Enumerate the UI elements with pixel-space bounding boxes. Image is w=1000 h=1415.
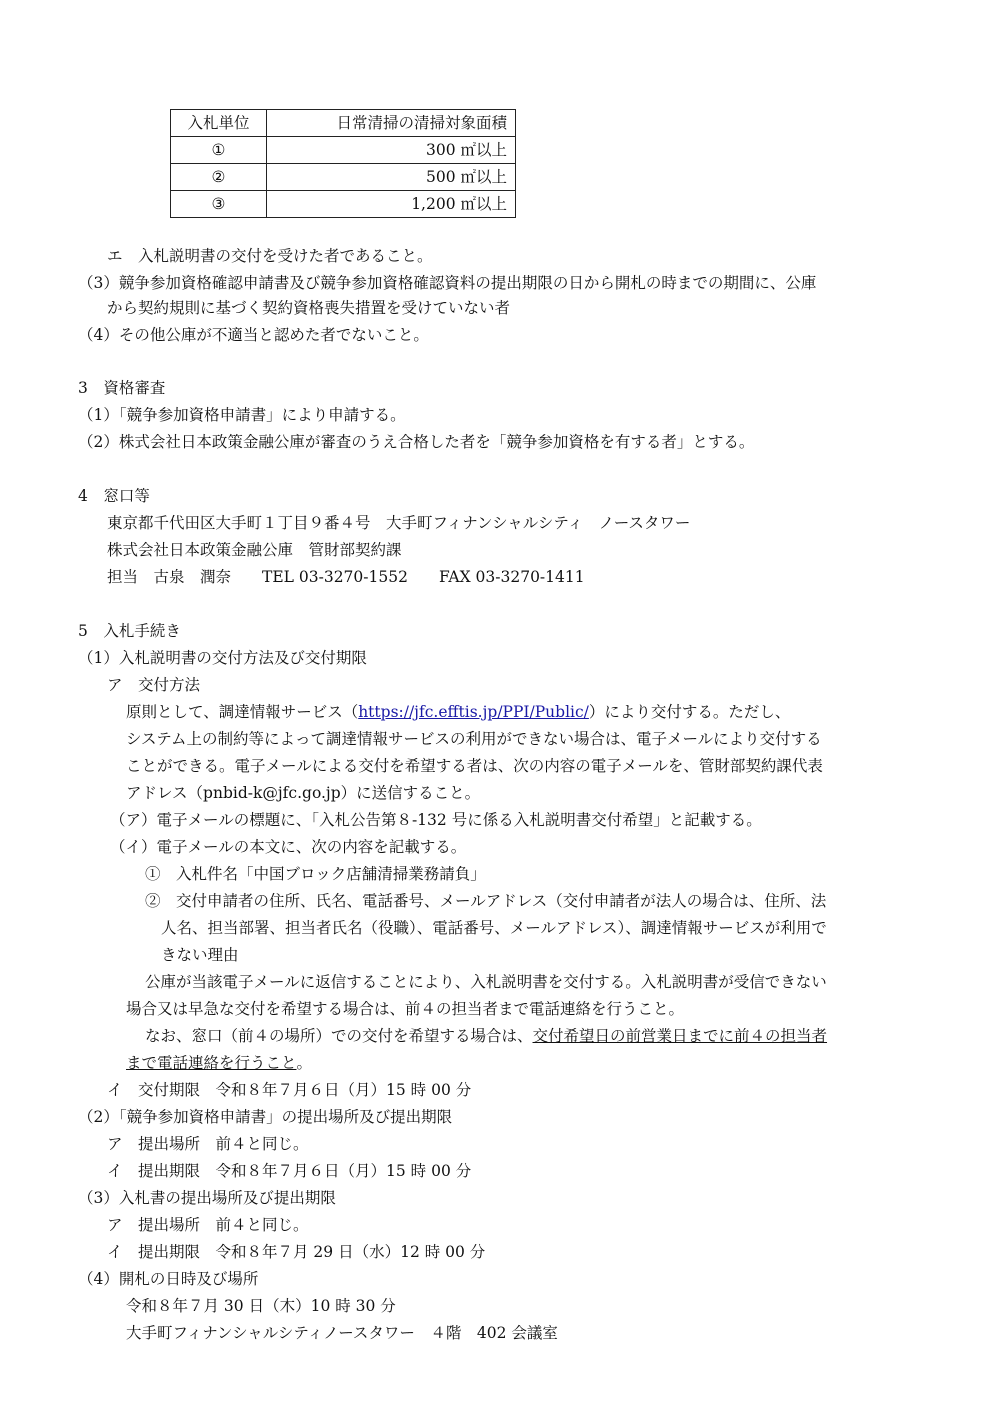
text-segment: 原則として、調達情報サービス（ xyxy=(126,703,359,721)
text-line: ① 入札件名「中国ブロック店舗清掃業務請負」 xyxy=(145,865,486,883)
text-line: 大手町フィナンシャルシティノースタワー ４階 402 会議室 xyxy=(126,1324,558,1342)
text-line: （3）競争参加資格確認申請書及び競争参加資格確認資料の提出期限の日から開札の時までの期間に、公庫 xyxy=(78,274,817,292)
text-line: イ 提出期限 令和８年７月６日（月）15 時 00 分 xyxy=(107,1162,472,1180)
text-segment: なお、窓口（前４の場所）での交付を希望する場合は、 xyxy=(145,1027,533,1045)
table-cell: ① xyxy=(171,137,267,164)
text-line: ア 提出場所 前４と同じ。 xyxy=(107,1216,309,1234)
text-line: （2）株式会社日本政策金融公庫が審査のうえ合格した者を「競争参加資格を有する者」とする。 xyxy=(78,433,755,451)
table-cell: ③ xyxy=(171,191,267,218)
table-header-row xyxy=(171,110,516,137)
text-line: （2）「競争参加資格申請書」の提出場所及び提出期限 xyxy=(78,1108,453,1126)
text-line: イ 交付期限 令和８年７月６日（月）15 時 00 分 xyxy=(107,1081,472,1099)
text-segment: 。 xyxy=(296,1054,313,1072)
text-line: 株式会社日本政策金融公庫 管財部契約課 xyxy=(107,541,402,559)
text-line: 人名、担当部署、担当者氏名（役職）、電話番号、メールアドレス）、調達情報サービスが利用で xyxy=(161,919,827,937)
text-line: （4）その他公庫が不適当と認めた者でないこと。 xyxy=(78,326,429,344)
table-cell: 1,200 ㎡以上 xyxy=(267,191,516,218)
section-heading: 5 入札手続き xyxy=(78,622,181,640)
text-line xyxy=(126,1053,312,1073)
table-cell: 500 ㎡以上 xyxy=(267,164,516,191)
text-line: 令和８年７月 30 日（木）10 時 30 分 xyxy=(126,1297,396,1315)
table-cell: ② xyxy=(171,164,267,191)
text-line: ア 交付方法 xyxy=(107,676,201,694)
text-line xyxy=(145,1026,827,1046)
section-heading: 3 資格審査 xyxy=(78,379,166,397)
table-header-cell: 入札単位 xyxy=(171,110,267,137)
text-line: アドレス（pnbid-k@jfc.go.jp）に送信すること。 xyxy=(126,784,481,802)
section-heading: 4 窓口等 xyxy=(78,487,150,505)
text-line: （イ）電子メールの本文に、次の内容を記載する。 xyxy=(110,838,467,856)
text-line: 東京都千代田区大手町１丁目９番４号 大手町フィナンシャルシティ ノースタワー xyxy=(107,514,691,532)
text-line: （ア）電子メールの標題に、「入札公告第８-132 号に係る入札説明書交付希望」と記載する。 xyxy=(110,811,762,829)
table-cell: 300 ㎡以上 xyxy=(267,137,516,164)
text-line: 公庫が当該電子メールに返信することにより、入札説明書を交付する。入札説明書が受信できない xyxy=(145,973,827,991)
text-line: 担当 古泉 潤奈 TEL 03-3270-1552 FAX 03-3270-1411 xyxy=(107,568,585,586)
bid-unit-table xyxy=(170,109,516,218)
text-line: ② 交付申請者の住所、氏名、電話番号、メールアドレス（交付申請者が法人の場合は、住所、法 xyxy=(145,892,827,910)
text-line: エ 入札説明書の交付を受けた者であること。 xyxy=(107,247,433,265)
text-line: イ 提出期限 令和８年７月 29 日（水）12 時 00 分 xyxy=(107,1243,486,1261)
text-line: （1）入札説明書の交付方法及び交付期限 xyxy=(78,649,367,667)
table-row xyxy=(171,137,516,164)
table-header-cell: 日常清掃の清掃対象面積 xyxy=(267,110,516,137)
text-line: （3）入札書の提出場所及び提出期限 xyxy=(78,1189,336,1207)
underlined-text: 交付希望日の前営業日までに前４の担当者 xyxy=(532,1027,828,1045)
text-line: きない理由 xyxy=(161,946,239,964)
text-line: システム上の制約等によって調達情報サービスの利用ができない場合は、電子メールにより交付する xyxy=(126,730,822,748)
text-line: （4）開札の日時及び場所 xyxy=(78,1270,259,1288)
text-line: 場合又は早急な交付を希望する場合は、前４の担当者まで電話連絡を行うこと。 xyxy=(126,1000,685,1018)
underlined-text: まで電話連絡を行うこと xyxy=(126,1054,297,1072)
text-line: （1）「競争参加資格申請書」により申請する。 xyxy=(78,406,406,424)
table-row xyxy=(171,191,516,218)
text-line xyxy=(126,702,790,722)
text-segment: ）により交付する。ただし、 xyxy=(588,703,791,721)
procurement-service-link[interactable]: https://jfc.efftis.jp/PPI/Public/ xyxy=(358,703,589,721)
table-row xyxy=(171,164,516,191)
text-line: ことができる。電子メールによる交付を希望する者は、次の内容の電子メールを、管財部契約課代表 xyxy=(126,757,823,775)
text-line: ア 提出場所 前４と同じ。 xyxy=(107,1135,309,1153)
text-line: から契約規則に基づく契約資格喪失措置を受けていない者 xyxy=(107,299,511,317)
